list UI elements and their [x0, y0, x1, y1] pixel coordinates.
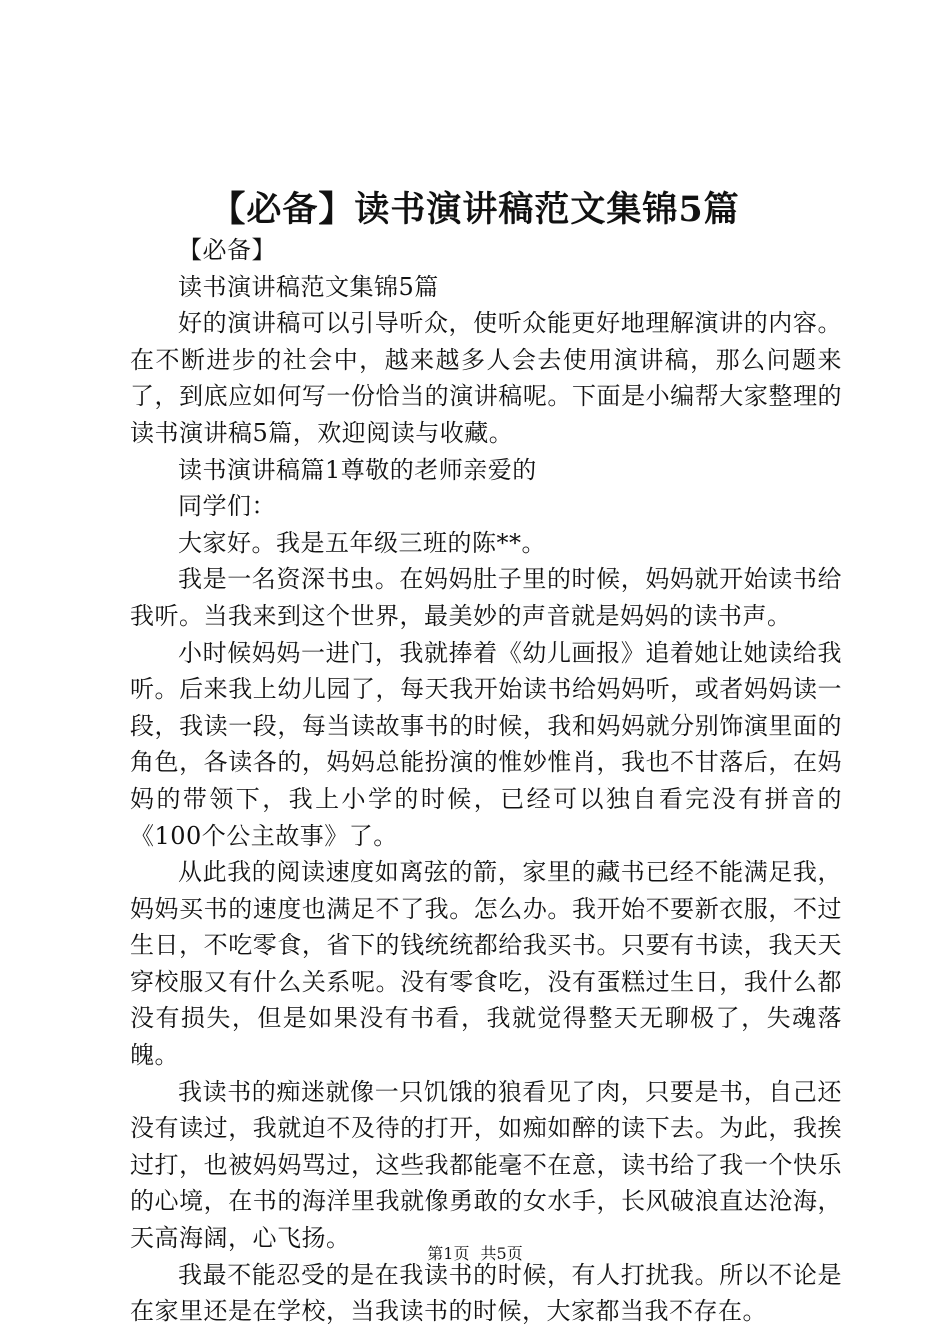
page-total: 共5页: [480, 1244, 523, 1263]
paragraph-label: 【必备】: [178, 236, 276, 264]
document-body: [130, 232, 842, 1330]
document-title: 【必备】读书演讲稿范文集锦5篇: [210, 189, 740, 230]
paragraph-speech-heading: 读书演讲稿篇1尊敬的老师亲爱的: [178, 455, 537, 484]
paragraph-salutation: 同学们：: [178, 492, 276, 521]
page-number: 第1页: [427, 1244, 470, 1263]
paragraph-greeting: 大家好。我是五年级三班的陈**。: [178, 528, 546, 557]
paragraph-subtitle: 读书演讲稿范文集锦5篇: [178, 272, 439, 301]
paragraph-body: 我读书的痴迷就像一只饥饿的狼看见了肉，只要是书，自己还没有读过，我就迫不及待的打开，如痴如醉的读下去。为此，我挨过打，也被妈妈骂过，这些我都能毫不在意，读书给了我一个快乐的心境，在书的海洋里我就像勇敢的女水手，长风破浪直达沧海，天高海阔，心飞扬。: [130, 1077, 842, 1253]
paragraph-body: 我最不能忍受的是在我读书的时候，有人打扰我。所以不论是在家里还是在学校，当我读书的时候，大家都当我不存在。: [130, 1260, 842, 1326]
paragraph-body: 我是一名资深书虫。在妈妈肚子里的时候，妈妈就开始读书给我听。当我来到这个世界，最美妙的声音就是妈妈的读书声。: [130, 565, 842, 630]
paragraph-body: 从此我的阅读速度如离弦的箭，家里的藏书已经不能满足我，妈妈买书的速度也满足不了我。怎么办。我开始不要新衣服，不过生日，不吃零食，省下的钱统统都给我买书。只要有书读，我天天穿校服又有什么关系呢。没有零食吃，没有蛋糕过生日，我什么都没有损失，但是如果没有书看，我就觉得整天无聊极了，失魂落魄。: [130, 858, 842, 1070]
page-footer: [0, 1242, 950, 1266]
paragraph-body: 小时候妈妈一进门，我就捧着《幼儿画报》追着她让她读给我听。后来我上幼儿园了，每天我开始读书给妈妈听，或者妈妈读一段，我读一段，每当读故事书的时候，我和妈妈就分别饰演里面的角色，各读各的，妈妈总能扮演的惟妙惟肖，我也不甘落后，在妈妈的带领下，我上小学的时候，已经可以独自看完没有拼音的《100个公主故事》了。: [130, 638, 842, 850]
paragraph-intro: 好的演讲稿可以引导听众，使听众能更好地理解演讲的内容。在不断进步的社会中，越来越多人会去使用演讲稿，那么问题来了，到底应如何写一份恰当的演讲稿呢。下面是小编帮大家整理的读书演讲稿5篇，欢迎阅读与收藏。: [130, 309, 842, 447]
